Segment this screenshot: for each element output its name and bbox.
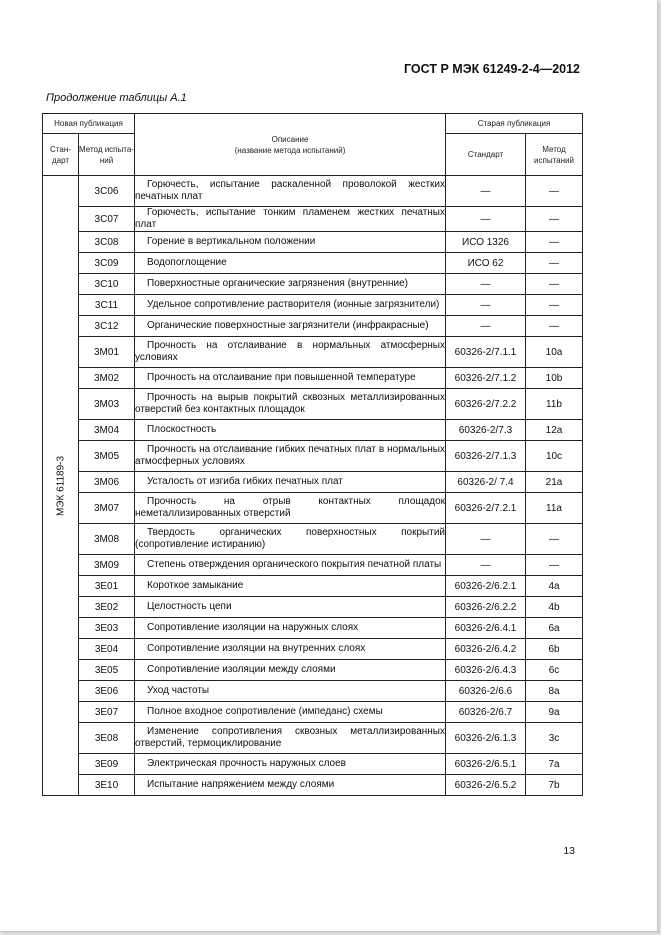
description-text: Полное входное сопротивление (импеданс) схемы — [147, 706, 383, 717]
description-text: Органические поверхностные загрязнители (инфракрасные) — [147, 320, 429, 331]
old-standard-cell: 60326-2/6.5.2 — [446, 775, 526, 796]
header-old-standard: Стандарт — [446, 134, 526, 176]
table-body — [43, 176, 583, 796]
method-code-cell: 3C07 — [79, 207, 135, 232]
table-row — [43, 316, 583, 337]
method-code-cell: 3M06 — [79, 472, 135, 493]
old-standard-cell: 60326-2/6.4.1 — [446, 618, 526, 639]
description-cell — [135, 775, 446, 796]
header-new-publication: Новая публикация — [43, 114, 135, 134]
method-code-cell: 3E05 — [79, 660, 135, 681]
description-text: Прочность на отслаивание при повышенной температуре — [147, 372, 416, 383]
description-text: Испытание напряжением между слоями — [147, 779, 335, 790]
method-code-cell: 3E06 — [79, 681, 135, 702]
table-row — [43, 253, 583, 274]
old-standard-cell: 60326-2/7.2.2 — [446, 389, 526, 420]
description-cell — [135, 207, 446, 232]
old-standard-cell: — — [446, 524, 526, 555]
old-standard-cell: — — [446, 295, 526, 316]
description-text: Прочность на вырыв покрытий сквозных металлизированных отверстий без контактных площадок — [135, 392, 445, 415]
description-text: Усталость от изгиба гибких печатных плат — [147, 476, 343, 487]
old-method-cell: 11b — [526, 389, 583, 420]
methods-table — [42, 113, 583, 796]
description-text: Целостность цепи — [147, 601, 232, 612]
old-standard-cell: ИСО 1326 — [446, 232, 526, 253]
table-row — [43, 389, 583, 420]
old-standard-cell: 60326-2/6.4.2 — [446, 639, 526, 660]
description-text: Сопротивление изоляции между слоями — [147, 664, 336, 675]
old-standard-cell: 60326-2/6.1.3 — [446, 723, 526, 754]
table-row — [43, 524, 583, 555]
old-method-cell: — — [526, 316, 583, 337]
description-text: Изменение сопротивления сквозных металлизированных отверстий, термоциклирование — [135, 726, 445, 749]
old-method-cell: 12a — [526, 420, 583, 441]
old-standard-cell: 60326-2/6.2.2 — [446, 597, 526, 618]
table-row — [43, 660, 583, 681]
old-method-cell: — — [526, 176, 583, 207]
description-cell — [135, 681, 446, 702]
old-method-cell: 4a — [526, 576, 583, 597]
table-row — [43, 295, 583, 316]
description-cell — [135, 597, 446, 618]
table-row — [43, 232, 583, 253]
table-row — [43, 597, 583, 618]
old-method-cell: — — [526, 274, 583, 295]
table-row — [43, 618, 583, 639]
table-row — [43, 493, 583, 524]
table-row — [43, 368, 583, 389]
old-standard-cell: 60326-2/6.7 — [446, 702, 526, 723]
old-standard-cell: — — [446, 316, 526, 337]
description-cell — [135, 441, 446, 472]
method-code-cell: 3M08 — [79, 524, 135, 555]
table-row — [43, 207, 583, 232]
old-method-cell: 7a — [526, 754, 583, 775]
method-code-cell: 3M04 — [79, 420, 135, 441]
description-cell — [135, 555, 446, 576]
description-text: Удельное сопротивление растворителя (ионные загрязнители) — [147, 299, 440, 310]
old-method-cell: — — [526, 555, 583, 576]
description-cell — [135, 618, 446, 639]
old-method-cell: 4b — [526, 597, 583, 618]
table-row — [43, 472, 583, 493]
old-method-cell: — — [526, 232, 583, 253]
header-old-publication: Старая публикация — [446, 114, 583, 134]
description-cell — [135, 702, 446, 723]
method-code-cell: 3M05 — [79, 441, 135, 472]
old-method-cell: — — [526, 207, 583, 232]
old-standard-cell: — — [446, 274, 526, 295]
method-code-cell: 3C11 — [79, 295, 135, 316]
method-code-cell: 3C12 — [79, 316, 135, 337]
old-method-cell: 6a — [526, 618, 583, 639]
header-method: Метод испыта-ний — [79, 134, 135, 176]
method-code-cell: 3E03 — [79, 618, 135, 639]
description-text: Прочность на отслаивание гибких печатных плат в нормальных атмосферных условиях — [135, 444, 445, 467]
description-cell — [135, 253, 446, 274]
old-standard-cell: 60326-2/6.2.1 — [446, 576, 526, 597]
description-cell — [135, 274, 446, 295]
description-cell — [135, 472, 446, 493]
description-cell — [135, 337, 446, 368]
method-code-cell: 3E02 — [79, 597, 135, 618]
old-standard-cell: 60326-2/ 7.4 — [446, 472, 526, 493]
old-method-cell: — — [526, 253, 583, 274]
description-text: Степень отверждения органического покрытия печатной платы — [147, 559, 442, 570]
description-text: Уход частоты — [147, 685, 210, 696]
description-text: Поверхностные органические загрязнения (внутренние) — [147, 278, 408, 289]
description-text: Водопоглощение — [147, 257, 227, 268]
old-standard-cell: 60326-2/7.2.1 — [446, 493, 526, 524]
document-id: ГОСТ Р МЭК 61249-2-4—2012 — [404, 62, 580, 76]
old-method-cell: — — [526, 524, 583, 555]
standard-label: МЭК 61189-3 — [55, 455, 66, 516]
old-method-cell: 3c — [526, 723, 583, 754]
old-method-cell: 8a — [526, 681, 583, 702]
header-standard: Стан-дарт — [43, 134, 79, 176]
description-cell — [135, 316, 446, 337]
old-method-cell: — — [526, 295, 583, 316]
old-standard-cell: — — [446, 207, 526, 232]
header-old-method: Метод испытаний — [526, 134, 583, 176]
old-standard-cell: 60326-2/6.5.1 — [446, 754, 526, 775]
old-method-cell: 21a — [526, 472, 583, 493]
table-row — [43, 576, 583, 597]
description-cell — [135, 660, 446, 681]
old-method-cell: 9a — [526, 702, 583, 723]
table-row — [43, 723, 583, 754]
header-description-subtitle: (название метода испытаний) — [234, 145, 346, 155]
header-description — [135, 114, 446, 176]
table-row — [43, 681, 583, 702]
description-cell — [135, 576, 446, 597]
old-method-cell: 6c — [526, 660, 583, 681]
header-description-title: Описание — [271, 134, 309, 144]
method-code-cell: 3E08 — [79, 723, 135, 754]
old-method-cell: 11a — [526, 493, 583, 524]
table-caption: Продолжение таблицы А.1 — [46, 92, 187, 104]
description-text: Сопротивление изоляции на внутренних слоях — [147, 643, 366, 654]
old-method-cell: 10a — [526, 337, 583, 368]
description-text: Плоскостность — [147, 424, 217, 435]
description-cell — [135, 389, 446, 420]
old-method-cell: 10c — [526, 441, 583, 472]
description-cell — [135, 176, 446, 207]
old-method-cell: 10b — [526, 368, 583, 389]
method-code-cell: 3C10 — [79, 274, 135, 295]
method-code-cell: 3E09 — [79, 754, 135, 775]
old-standard-cell: 60326-2/7.3 — [446, 420, 526, 441]
description-text: Сопротивление изоляции на наружных слоях — [147, 622, 359, 633]
description-text: Короткое замыкание — [147, 580, 244, 591]
description-cell — [135, 368, 446, 389]
table-row — [43, 441, 583, 472]
method-code-cell: 3M01 — [79, 337, 135, 368]
table-row — [43, 639, 583, 660]
method-code-cell: 3M09 — [79, 555, 135, 576]
method-code-cell: 3E10 — [79, 775, 135, 796]
table-row — [43, 702, 583, 723]
method-code-cell: 3C06 — [79, 176, 135, 207]
table-row — [43, 176, 583, 207]
description-text: Горение в вертикальном положении — [147, 236, 316, 247]
old-standard-cell: 60326-2/7.1.2 — [446, 368, 526, 389]
description-text: Горючесть, испытание тонким пламенем жестких печатных плат — [135, 207, 445, 230]
old-standard-cell: 60326-2/7.1.1 — [446, 337, 526, 368]
old-method-cell: 6b — [526, 639, 583, 660]
table-row — [43, 337, 583, 368]
table-row — [43, 274, 583, 295]
description-cell — [135, 639, 446, 660]
description-cell — [135, 295, 446, 316]
old-standard-cell: ИСО 62 — [446, 253, 526, 274]
old-standard-cell: — — [446, 176, 526, 207]
old-standard-cell: — — [446, 555, 526, 576]
table-row — [43, 420, 583, 441]
method-code-cell: 3E01 — [79, 576, 135, 597]
description-text: Электрическая прочность наружных слоев — [147, 758, 346, 769]
table-row — [43, 555, 583, 576]
table-row — [43, 754, 583, 775]
page-number: 13 — [563, 845, 575, 857]
method-code-cell: 3E07 — [79, 702, 135, 723]
old-standard-cell: 60326-2/7.1.3 — [446, 441, 526, 472]
description-text: Прочность на отслаивание в нормальных атмосферных условиях — [135, 340, 445, 363]
method-code-cell: 3C09 — [79, 253, 135, 274]
description-cell — [135, 524, 446, 555]
description-text: Прочность на отрыв контактных площадок неметаллизированных отверстий — [135, 496, 445, 519]
description-cell — [135, 420, 446, 441]
method-code-cell: 3M02 — [79, 368, 135, 389]
description-cell — [135, 493, 446, 524]
method-code-cell: 3M07 — [79, 493, 135, 524]
description-cell — [135, 232, 446, 253]
description-cell — [135, 723, 446, 754]
method-code-cell: 3C08 — [79, 232, 135, 253]
description-text: Твердость органических поверхностных покрытий (сопротивление истиранию) — [135, 527, 445, 550]
old-standard-cell: 60326-2/6.4.3 — [446, 660, 526, 681]
description-cell — [135, 754, 446, 775]
old-method-cell: 7b — [526, 775, 583, 796]
standard-cell — [43, 176, 79, 796]
description-text: Горючесть, испытание раскаленной проволокой жестких печатных плат — [135, 179, 445, 202]
table-row — [43, 775, 583, 796]
method-code-cell: 3E04 — [79, 639, 135, 660]
old-standard-cell: 60326-2/6.6 — [446, 681, 526, 702]
method-code-cell: 3M03 — [79, 389, 135, 420]
